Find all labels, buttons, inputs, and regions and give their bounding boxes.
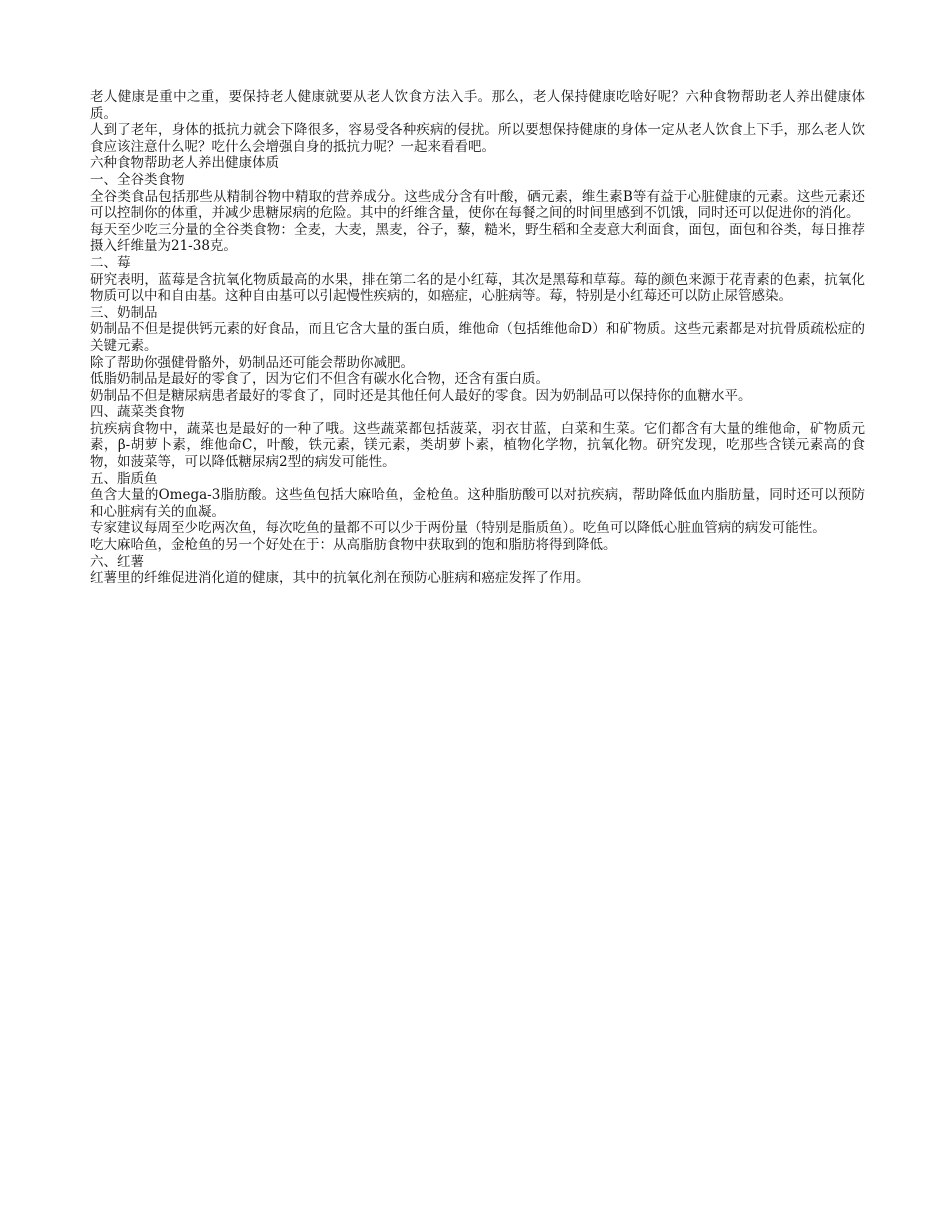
section-heading-vegetables: 四、蔬菜类食物 bbox=[90, 404, 185, 421]
section-heading-sweet-potato: 六、红薯 bbox=[90, 553, 144, 570]
whole-grains-paragraph-2: 每天至少吃三分量的全谷类食物：全麦，大麦，黑麦，谷子，藜，糙米，野生稻和全麦意大利面食，面包，面包和谷类，每日推荐摄入纤维量为21-38克。 bbox=[90, 221, 865, 255]
fish-paragraph: 鱼含大量的Omega-3脂肪酸。这些鱼包括大麻哈鱼，金枪鱼。这种脂肪酸可以对抗疾病，帮助降低血内脂肪量，同时还可以预防和心脏病有关的血凝。 bbox=[90, 487, 865, 520]
intro-paragraph: 老人健康是重中之重，要保持老人健康就要从老人饮食方法入手。那么，老人保持健康吃啥好呢？六种食物帮助老人养出健康体质。 bbox=[90, 89, 865, 122]
dairy-paragraph: 奶制品不但是提供钙元素的好食品，而且它含大量的蛋白质，维他命（包括维他命D）和矿物质。这些元素都是对抗骨质疏松症的关键元素。 bbox=[90, 321, 865, 354]
dairy-paragraph-4: 奶制品不但是糖尿病患者最好的零食了，同时还是其他任何人最好的零食。因为奶制品可以保持你的血糖水平。 bbox=[90, 387, 752, 404]
fish-paragraph-2: 专家建议每周至少吃两次鱼，每次吃鱼的量都不可以少于两份量（特别是脂质鱼）。吃鱼可以降低心脏血管病的病发可能性。 bbox=[90, 520, 826, 537]
intro-paragraph-2: 人到了老年，身体的抵抗力就会下降很多，容易受各种疾病的侵扰。所以要想保持健康的身体一定从老人饮食上下手，那么老人饮食应该注意什么呢？吃什么会增强自身的抵抗力呢？一起来看看吧。 bbox=[90, 122, 865, 155]
fish-paragraph-3: 吃大麻哈鱼，金枪鱼的另一个好处在于：从高脂肪食物中获取到的饱和脂肪将得到降低。 bbox=[90, 537, 617, 554]
section-heading-fatty-fish: 五、脂质鱼 bbox=[90, 470, 158, 487]
section-heading-dairy: 三、奶制品 bbox=[90, 304, 158, 321]
vegetables-paragraph: 抗疾病食物中，蔬菜也是最好的一种了哦。这些蔬菜都包括菠菜，羽衣甘蓝，白菜和生菜。它们都含有大量的维他命，矿物质元素，β-胡萝卜素，维他命C，叶酸，铁元素，镁元素，类胡萝卜素，植物化学物，抗氧化物。研究发现，吃那些含镁元素高的食物，如菠菜等，可以降低糖尿病2型的病发可能性。 bbox=[90, 420, 865, 471]
dairy-paragraph-3: 低脂奶制品是最好的零食了，因为它们不但含有碳水化合物，还含有蛋白质。 bbox=[90, 371, 549, 388]
whole-grains-paragraph: 全谷类食品包括那些从精制谷物中精取的营养成分。这些成分含有叶酸，硒元素，维生素B等有益于心脏健康的元素。这些元素还可以控制你的体重，并减少患糖尿病的危险。其中的纤维含量，使你在每餐之间的时间里感到不饥饿，同时还可以促进你的消化。 bbox=[90, 188, 865, 222]
article-title: 六种食物帮助老人养出健康体质 bbox=[90, 155, 279, 172]
dairy-paragraph-2: 除了帮助你强健骨骼外，奶制品还可能会帮助你减肥。 bbox=[90, 354, 414, 371]
section-heading-whole-grains: 一、全谷类食物 bbox=[90, 171, 185, 188]
section-heading-berries: 二、莓 bbox=[90, 254, 131, 271]
berries-paragraph: 研究表明，蓝莓是含抗氧化物质最高的水果，排在第二名的是小红莓，其次是黑莓和草莓。莓的颜色来源于花青素的色素，抗氧化物质可以中和自由基。这种自由基可以引起慢性疾病的，如癌症，心脏病等。莓，特别是小红莓还可以防止尿管感染。 bbox=[90, 271, 865, 305]
sweet-potato-paragraph: 红薯里的纤维促进消化道的健康，其中的抗氧化剂在预防心脏病和癌症发挥了作用。 bbox=[90, 570, 590, 587]
document-body bbox=[90, 89, 865, 587]
